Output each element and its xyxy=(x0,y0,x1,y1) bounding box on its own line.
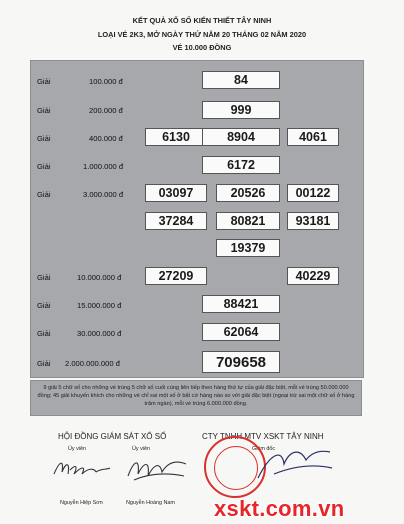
prize-number: 8904 xyxy=(202,128,280,146)
prize-number: 03097 xyxy=(145,184,207,202)
director-signature xyxy=(254,444,334,484)
signature-2 xyxy=(124,454,190,484)
prize-label: Giải xyxy=(37,301,51,310)
supervision-council-title: HỘI ĐỒNG GIÁM SÁT XỔ SỐ xyxy=(58,432,167,441)
prize-number: 20526 xyxy=(216,184,280,202)
signer-name-2: Nguyễn Hoàng Nam xyxy=(126,500,175,506)
prize-number: 62064 xyxy=(202,323,280,341)
prize-number: 37284 xyxy=(145,212,207,230)
role-member-2: Ủy viên xyxy=(132,446,150,452)
signer-name-1: Nguyễn Hiệp Sơn xyxy=(60,500,103,506)
prize-label: Giải xyxy=(37,329,51,338)
prize-amount: 3.000.000 đ xyxy=(83,190,124,199)
special-prize-number: 709658 xyxy=(202,351,280,373)
prize-label: Giải xyxy=(37,273,51,282)
prize-number: 4061 xyxy=(287,128,339,146)
prize-number: 80821 xyxy=(216,212,280,230)
prize-label: Giải xyxy=(37,190,51,199)
role-director: Giám đốc xyxy=(252,446,276,452)
prize-label: Giải xyxy=(37,77,51,86)
header-subtitle: LOẠI VÉ 2K3, MỞ NGÀY THỨ NĂM 20 THÁNG 02 NĂM 2020 xyxy=(97,30,307,39)
prize-number: 40229 xyxy=(287,267,339,285)
prize-label: Giải xyxy=(37,134,51,143)
prize-label: Giải xyxy=(37,106,51,115)
prize-number: 6130 xyxy=(145,128,207,146)
prize-amount: 1.000.000 đ xyxy=(83,162,124,171)
prize-number: 93181 xyxy=(287,212,339,230)
prize-label: Giải xyxy=(37,162,51,171)
header-title: KẾT QUẢ XỔ SỐ KIẾN THIẾT TÂY NINH xyxy=(132,16,272,25)
prize-number: 88421 xyxy=(202,295,280,313)
company-title: CTY TNHH MTV XSKT TÂY NINH xyxy=(202,432,324,441)
prize-amount: 30.000.000 đ xyxy=(77,329,122,338)
prize-amount: 200.000 đ xyxy=(89,106,123,115)
prize-number: 999 xyxy=(202,101,280,119)
prize-amount: 100.000 đ xyxy=(89,77,123,86)
watermark-text: xskt.com.vn xyxy=(214,496,345,521)
prize-amount: 400.000 đ xyxy=(89,134,123,143)
prize-note: 9 giải 5 chữ số cho những vé trùng 5 chữ số cuối cùng liên tiếp theo hàng thứ tự của giải đặc biệt, mỗi vé trúng 50.000.000 đồng; 45 giải khuyến khích cho những vé chỉ sai một số ở bất cứ hàng nào so với giải đặc biệt (ngoại trừ sai một chữ số ở hàng trăm ngàn), mỗi vé trúng 6.000.000 đồng. xyxy=(30,380,362,416)
prize-number: 6172 xyxy=(202,156,280,174)
prize-number: 00122 xyxy=(287,184,339,202)
prize-amount: 10.000.000 đ xyxy=(77,273,122,282)
prize-amount: 2.000.000.000 đ xyxy=(65,359,120,368)
prize-label: Giải xyxy=(37,359,51,368)
role-member-1: Ủy viên xyxy=(68,446,86,452)
signature-1 xyxy=(52,456,112,480)
results-panel xyxy=(30,60,364,378)
prize-amount: 15.000.000 đ xyxy=(77,301,122,310)
prize-number: 19379 xyxy=(216,239,280,257)
prize-number: 84 xyxy=(202,71,280,89)
header-ticket-price: VÉ 10.000 ĐỒNG xyxy=(172,43,232,52)
prize-number: 27209 xyxy=(145,267,207,285)
